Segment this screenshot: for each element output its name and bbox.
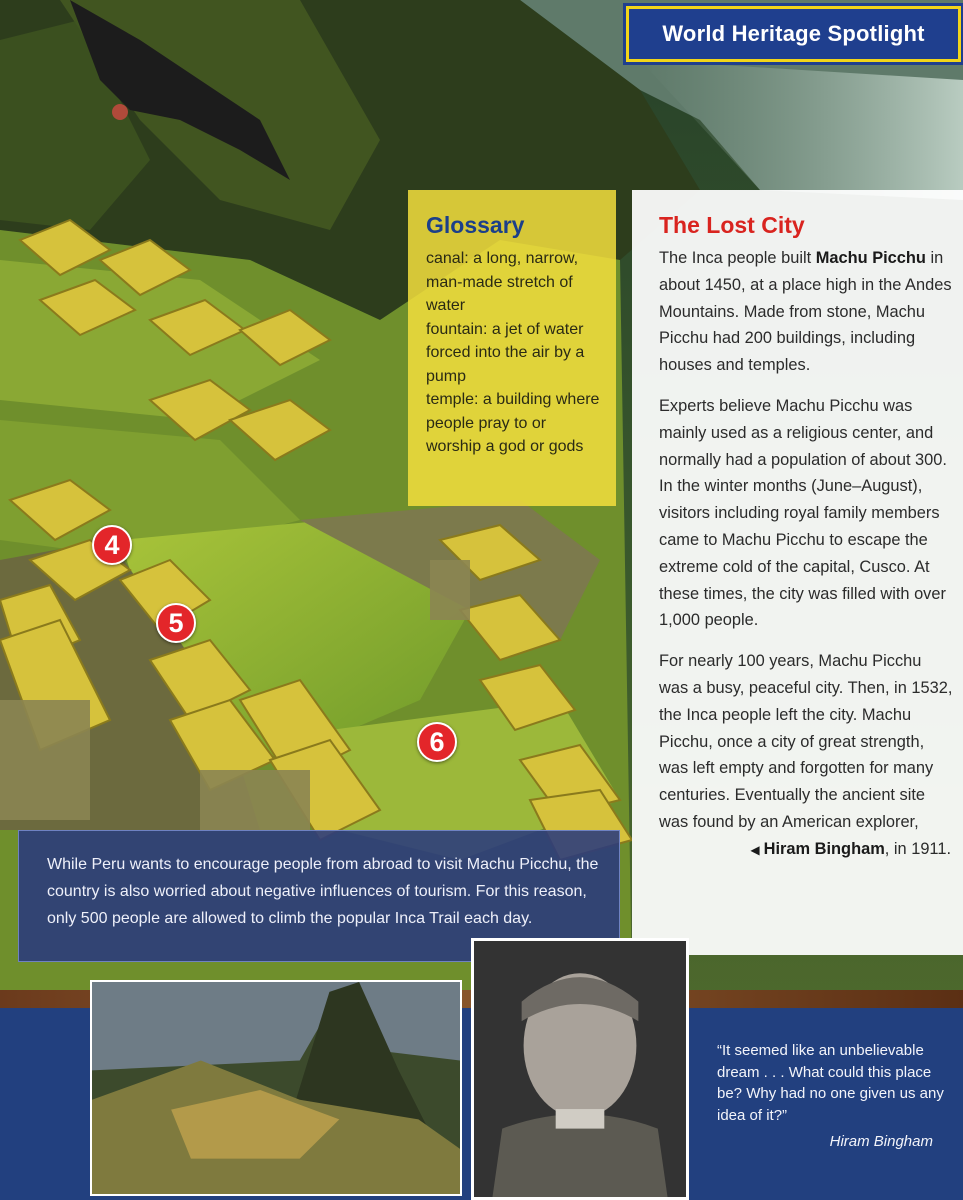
quote-text: “It seemed like an unbelievable dream . . . What could this place be? Why had no one given us any idea of it?” <box>717 1042 944 1124</box>
hiram-bingham-portrait <box>471 938 689 1200</box>
section-title: World Heritage Spotlight <box>662 21 925 46</box>
section-header-badge <box>626 6 961 62</box>
marker-4: 4 <box>92 525 132 565</box>
keyword-machu-picchu: Machu Picchu <box>815 249 926 267</box>
explorer-name: Hiram Bingham <box>763 839 885 858</box>
machu-picchu-photo <box>90 980 462 1196</box>
quote-author: Hiram Bingham <box>829 1133 933 1150</box>
glossary-entry: canal: a long, narrow, man-made stretch of water <box>426 250 579 314</box>
glossary-box <box>408 190 616 506</box>
pointer-triangle-icon: ◀ <box>750 842 760 857</box>
glossary-title: Glossary <box>426 212 525 238</box>
article-paragraph: Experts believe Machu Picchu was mainly used as a religious center, and normally had a population of about 300. In the winter months (June–August), visitors including royal family members came to Machu Picchu to escape the extreme cold of the capital, Cusco. At these times, the city was filled with over 1,000 people. <box>659 396 947 630</box>
glossary-entry: temple: a building where people pray to or worship a god or gods <box>426 391 600 455</box>
article-panel <box>632 190 963 955</box>
explorer-attribution: ◀ Hiram Bingham, in 1911. <box>750 839 951 858</box>
glossary-entry: fountain: a jet of water forced into the air by a pump <box>426 320 585 385</box>
article-paragraph: The Inca people built Machu Picchu in about 1450, at a place high in the Andes Mountains. Made from stone, Machu Picchu had 200 buildings, including houses and temples. <box>659 249 952 375</box>
marker-6: 6 <box>417 722 457 762</box>
article-paragraph: For nearly 100 years, Machu Picchu was a busy, peaceful city. Then, in 1532, the Inca people left the city. Machu Picchu, once a city of great strength, was left empty and forgotten for many centuries. Eventually the ancient site was found by an American explorer, <box>659 652 953 831</box>
tourism-caption-text: While Peru wants to encourage people from abroad to visit Machu Picchu, the country is also worried about negative influences of tourism. For this reason, only 500 people are allowed to climb the popular Inca Trail each day. <box>47 856 599 927</box>
article-title: The Lost City <box>659 212 805 238</box>
bingham-quote <box>717 1040 955 1153</box>
marker-5: 5 <box>156 603 196 643</box>
